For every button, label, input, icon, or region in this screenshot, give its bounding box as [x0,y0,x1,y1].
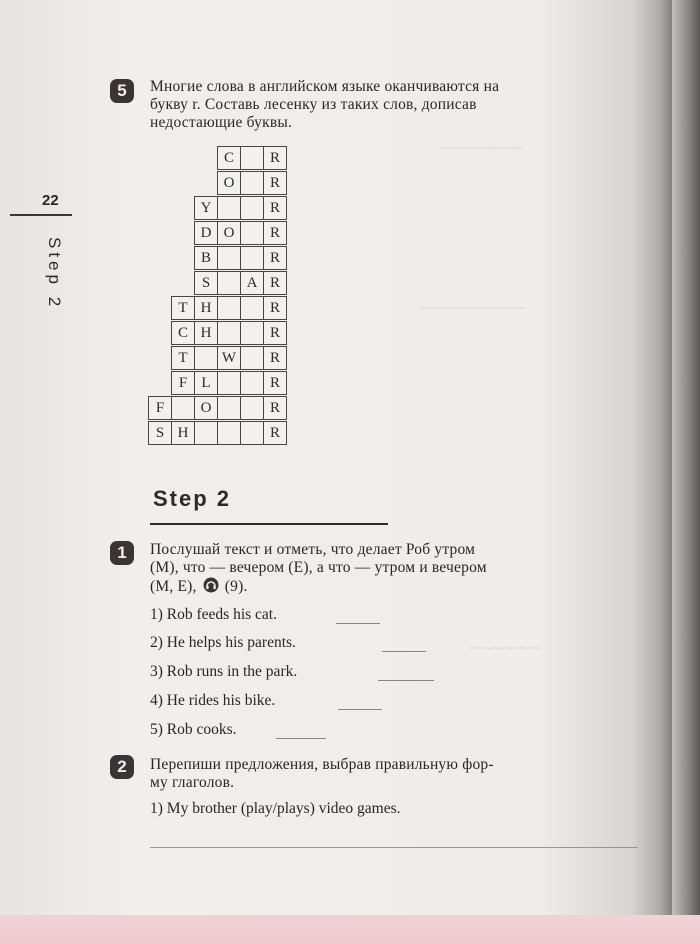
answer-line [338,709,382,710]
ladder-cell: F [148,396,172,420]
ladder-cell [217,421,241,445]
bleed-through-text: ~~~~~~~~~~ [470,640,541,655]
ladder-cell: S [148,421,172,445]
ladder-cell [240,221,264,245]
ladder-cell: D [194,221,218,245]
ladder-cell: T [171,296,195,320]
ladder-cell [217,296,241,320]
ladder-cell: C [171,321,195,345]
ladder-cell: L [194,371,218,395]
page-number-rule [10,214,72,216]
side-step-label: Step 2 [45,237,64,311]
writing-line [150,847,638,848]
ladder-cell [240,296,264,320]
ladder-cell [240,146,264,170]
answer-line [382,651,426,652]
task-1-item: 4) He rides his bike. [150,692,276,709]
bleed-through-text: ~~~~~~~~~~~~~~~ [420,300,526,315]
ladder-cell [240,346,264,370]
task-1-instructions [150,541,487,596]
task-1-item: 3) Rob runs in the park. [150,663,298,680]
task-2-badge: 2 [110,755,134,779]
answer-line [336,623,380,624]
step-heading-rule [150,523,388,525]
ladder-cell: O [217,171,241,195]
ladder-cell: T [171,346,195,370]
ladder-cell [217,371,241,395]
ladder-cell: A [240,271,264,295]
task-1-line: (M), что — вечером (E), а что — утром и вечером [150,559,487,576]
ladder-cell: R [263,221,287,245]
ladder-cell [240,396,264,420]
task-5-badge: 5 [110,79,134,103]
ladder-cell: C [217,146,241,170]
ladder-cell: R [263,396,287,420]
ladder-cell: S [194,271,218,295]
ladder-cell [240,421,264,445]
ladder-cell [240,321,264,345]
ladder-cell: F [171,371,195,395]
answer-line [378,680,434,681]
ladder-cell [171,396,195,420]
ladder-cell: B [194,246,218,270]
task-2-item: 1) My brother (play/plays) video games. [150,800,401,817]
bleed-through-text: ~~~~~~~~~~~~ [438,140,523,155]
ladder-cell [240,171,264,195]
ladder-cell: W [217,346,241,370]
ladder-cell [217,271,241,295]
ladder-cell: O [217,221,241,245]
ladder-cell: R [263,271,287,295]
ladder-cell: Y [194,196,218,220]
task-5-line: букву r. Составь лесенку из таких слов, дописав [150,96,477,113]
ladder-cell: R [263,146,287,170]
task-2-instructions [150,756,494,792]
task-1-item: 5) Rob cooks. [150,721,237,738]
ladder-cell [240,196,264,220]
page-number: 22 [42,192,59,209]
ladder-cell [217,246,241,270]
task-1-badge: 1 [110,541,134,565]
ladder-cell: H [194,321,218,345]
headphones-icon [203,577,219,593]
ladder-cell: R [263,246,287,270]
ladder-cell: R [263,421,287,445]
ladder-cell: O [194,396,218,420]
ladder-cell: R [263,171,287,195]
track-number: (9). [224,578,248,595]
ladder-cell: H [194,296,218,320]
book-spine-shadow [660,0,700,944]
step-heading: Step 2 [153,486,232,511]
ladder-cell [240,371,264,395]
ladder-cell: R [263,196,287,220]
task-5-instructions [150,78,499,132]
task-5-line: недостающие буквы. [150,114,293,131]
ladder-cell: H [171,421,195,445]
ladder-cell: R [263,321,287,345]
task-1-item: 2) He helps his parents. [150,634,296,651]
answer-line [276,738,326,739]
ladder-cell: R [263,371,287,395]
task-1-line-start: (M, E), [150,578,197,595]
ladder-cell [194,421,218,445]
ladder-cell [240,246,264,270]
ladder-cell: R [263,346,287,370]
task-1-line: Послушай текст и отметь, что делает Роб утром [150,541,476,558]
ladder-cell [194,346,218,370]
task-5-line: Многие слова в английском языке оканчиваются на [150,78,500,95]
ladder-cell [217,321,241,345]
ladder-cell [217,196,241,220]
background-surface [0,915,700,944]
task-1-item: 1) Rob feeds his cat. [150,606,277,623]
task-1-line [150,577,487,596]
ladder-cell: R [263,296,287,320]
ladder-cell [217,396,241,420]
task-2-line: му глаголов. [150,774,235,791]
task-2-line: Перепиши предложения, выбрав правильную фор- [150,756,494,773]
